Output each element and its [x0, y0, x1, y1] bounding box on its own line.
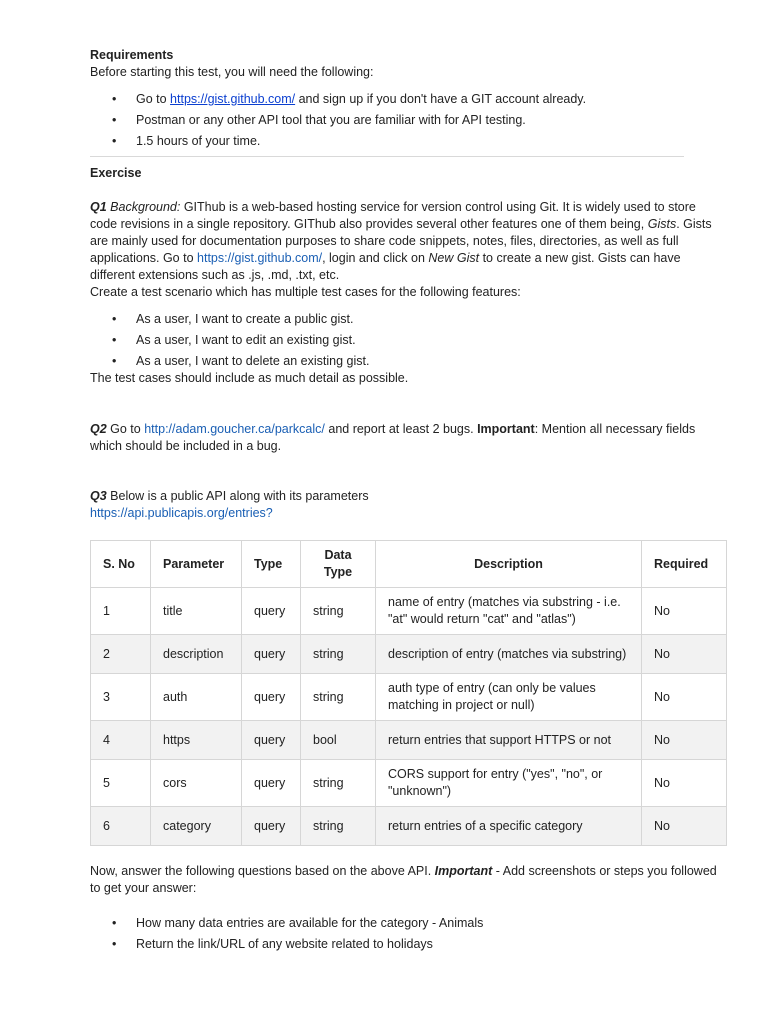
- q3-label: Q3: [90, 489, 107, 503]
- column-header: Parameter: [151, 541, 242, 588]
- api-link[interactable]: https://api.publicapis.org/entries?: [90, 506, 273, 520]
- q1-feature-list: [90, 311, 726, 370]
- answer-instructions: Now, answer the following questions based on the above API. Important - Add screenshots or steps you followed to get your answer:: [90, 864, 717, 895]
- requirements-heading: Requirements: [90, 48, 174, 62]
- column-header: S. No: [91, 541, 151, 588]
- questions-list: [90, 915, 726, 957]
- table-row: 2 description query string description of entry (matches via substring) No: [91, 635, 727, 674]
- parkcalc-link[interactable]: http://adam.goucher.ca/parkcalc/: [144, 422, 325, 436]
- parameters-table: [90, 540, 727, 846]
- important-label: Important: [477, 422, 535, 436]
- table-row: 5 cors query string CORS support for entry ("yes", "no", or "unknown") No: [91, 760, 727, 807]
- gist-link[interactable]: https://gist.github.com/: [197, 251, 323, 265]
- list-item: • As a user, I want to edit an existing gist.: [90, 332, 726, 353]
- q2-paragraph: Q2 Go to http://adam.goucher.ca/parkcalc/ and report at least 2 bugs. Important: Mention all necessary fields which should be included in a bug.: [90, 422, 696, 453]
- list-item: • As a user, I want to delete an existing gist.: [90, 353, 726, 370]
- table-row: 3 auth query string auth type of entry (can only be values matching in project or null) No: [91, 674, 727, 721]
- q1-paragraph: Q1 Background: GIThub is a web-based hosting service for version control using Git. It is widely used to store code revisions in a single repository. GIThub also provides several other features one of them being, Gists. Gists are mainly used for documentation purposes to share code snippets, notes, files, directories, as well as full applications. Go to https://gist.github.com/, login and click on New Gist to create a new gist. Gists can have different extensions such as .js, .md, .txt, etc.: [90, 200, 712, 282]
- important-label: Important: [434, 864, 493, 878]
- table-row: 1 title query string name of entry (matches via substring - i.e. "at" would return "cat" and "atlas") No: [91, 588, 727, 635]
- list-item: • How many data entries are available for the category - Animals: [90, 915, 726, 936]
- q3-paragraph: Q3 Below is a public API along with its parameters: [90, 489, 369, 503]
- q2-label: Q2: [90, 422, 107, 436]
- new-gist-term: New Gist: [428, 251, 480, 265]
- list-item: • Postman or any other API tool that you are familiar with for API testing.: [90, 112, 726, 133]
- list-item: • 1.5 hours of your time.: [90, 133, 726, 154]
- table-row: 6 category query string return entries of a specific category No: [91, 807, 727, 846]
- requirements-intro: Before starting this test, you will need the following:: [90, 65, 374, 79]
- column-header: Description: [376, 541, 642, 588]
- q1-background-label: Background:: [110, 200, 181, 214]
- table-row: 4 https query bool return entries that support HTTPS or not No: [91, 721, 727, 760]
- document-page: [90, 47, 726, 957]
- q1-scenario: Create a test scenario which has multiple test cases for the following features:: [90, 285, 521, 299]
- column-header: Data Type: [301, 541, 376, 588]
- requirements-list: [90, 91, 726, 154]
- q1-detail: The test cases should include as much detail as possible.: [90, 371, 409, 385]
- gist-link[interactable]: https://gist.github.com/: [170, 92, 296, 106]
- exercise-heading: Exercise: [90, 166, 142, 180]
- q1-label: Q1: [90, 200, 107, 214]
- column-header: Type: [242, 541, 301, 588]
- table-header-row: [91, 541, 727, 588]
- gists-term: Gists: [647, 217, 677, 231]
- column-header: Required: [642, 541, 727, 588]
- section-divider: [90, 156, 684, 157]
- list-item: • As a user, I want to create a public gist.: [90, 311, 726, 332]
- list-item: • Return the link/URL of any website related to holidays: [90, 936, 726, 957]
- list-item: • Go to https://gist.github.com/ and sign up if you don't have a GIT account already.: [90, 91, 726, 112]
